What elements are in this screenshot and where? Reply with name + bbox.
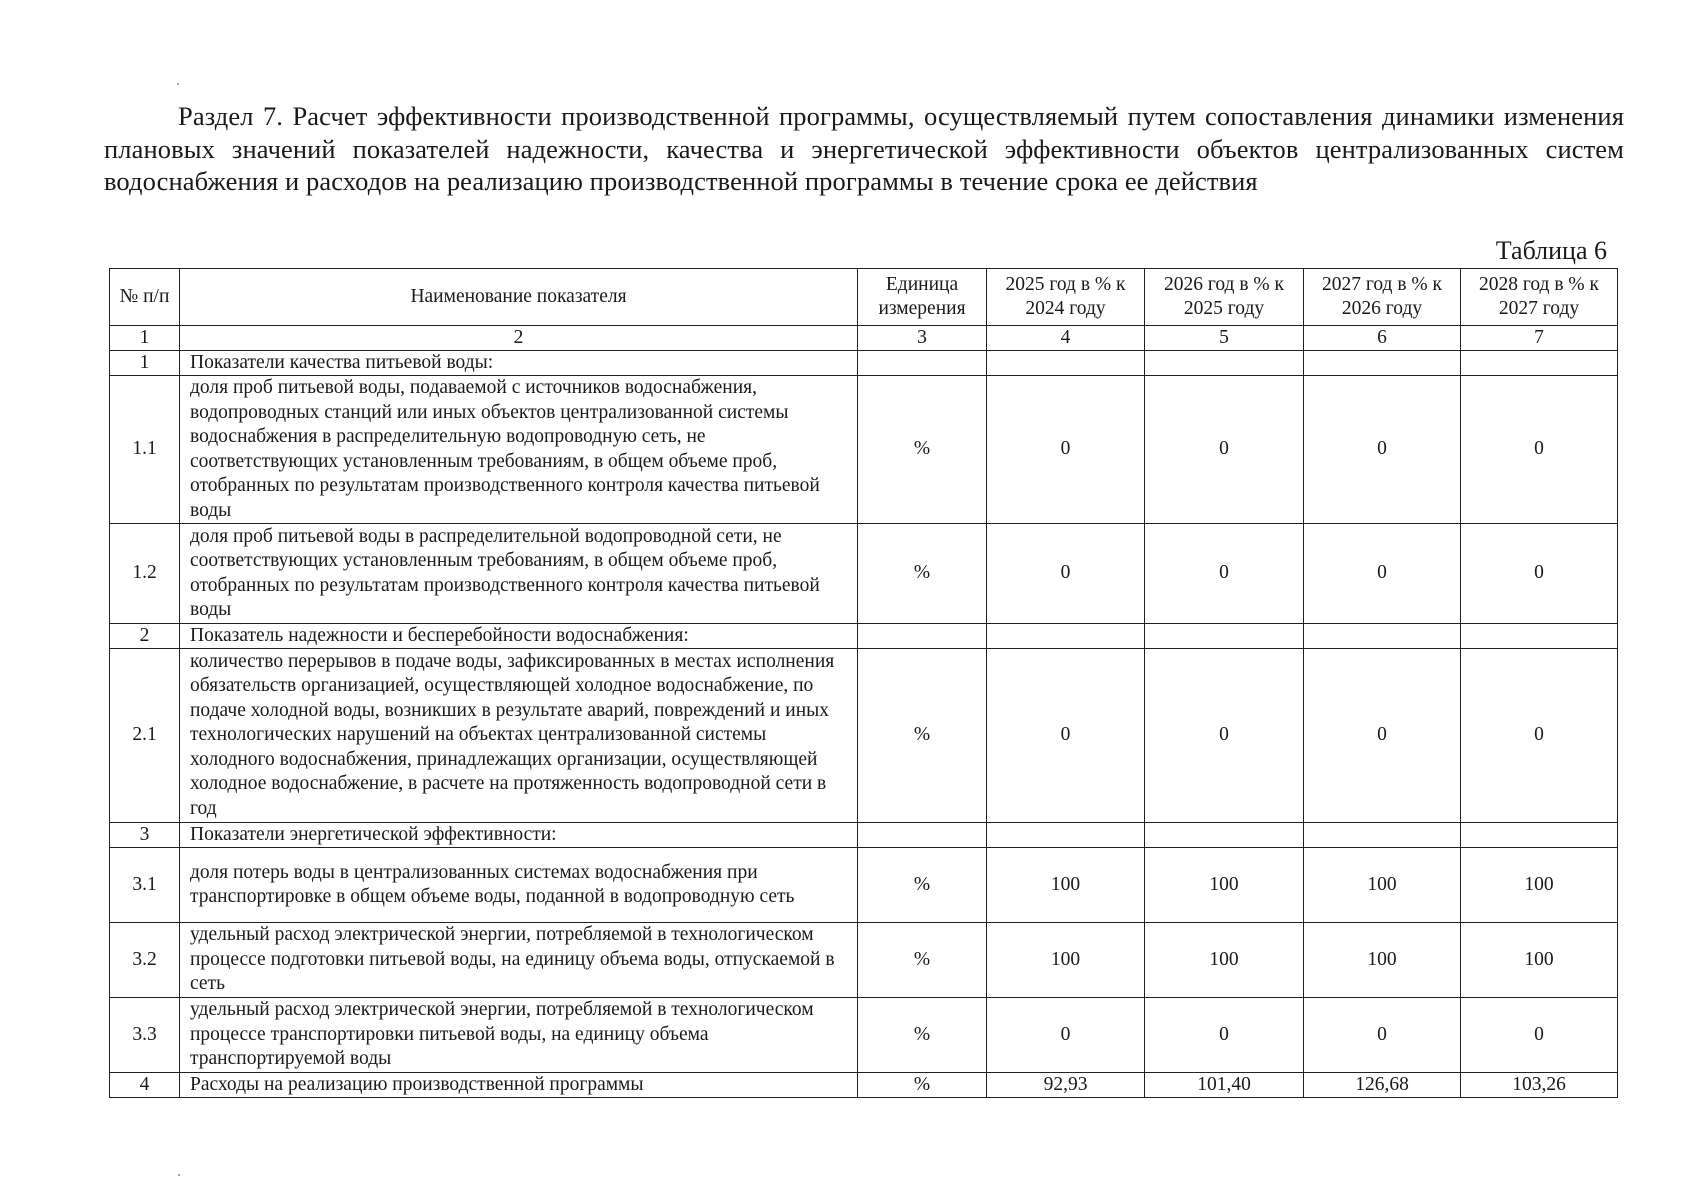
row-name: удельный расход электрической энергии, потребляемой в технологическом процессе транспортировки питьевой воды, на единицу объема транспортируемой воды bbox=[180, 998, 858, 1073]
row-unit bbox=[858, 351, 987, 376]
row-value-2028: 0 bbox=[1461, 376, 1618, 524]
row-value-2026 bbox=[1145, 624, 1304, 649]
table-row bbox=[110, 524, 1618, 624]
row-unit: % bbox=[858, 923, 987, 998]
header-num: № п/п bbox=[110, 269, 180, 326]
row-unit: % bbox=[858, 649, 987, 823]
column-number: 6 bbox=[1304, 326, 1461, 351]
row-value-2027 bbox=[1304, 823, 1461, 848]
row-value-2025: 0 bbox=[987, 376, 1145, 524]
row-num: 2 bbox=[110, 624, 180, 649]
table-row-section bbox=[110, 624, 1618, 649]
row-value-2027: 0 bbox=[1304, 649, 1461, 823]
row-name: Показатель надежности и бесперебойности водоснабжения: bbox=[180, 624, 858, 649]
row-value-2026: 0 bbox=[1145, 649, 1304, 823]
row-value-2026 bbox=[1145, 823, 1304, 848]
column-number: 7 bbox=[1461, 326, 1618, 351]
table-row bbox=[110, 923, 1618, 998]
row-unit: % bbox=[858, 1073, 987, 1098]
row-name: Показатели энергетической эффективности: bbox=[180, 823, 858, 848]
row-value-2026: 0 bbox=[1145, 998, 1304, 1073]
table-row-section bbox=[110, 823, 1618, 848]
row-num: 3.1 bbox=[110, 848, 180, 923]
row-value-2025: 0 bbox=[987, 649, 1145, 823]
row-unit: % bbox=[858, 998, 987, 1073]
table-row bbox=[110, 1073, 1618, 1098]
row-unit: % bbox=[858, 376, 987, 524]
header-name: Наименование показателя bbox=[180, 269, 858, 326]
row-num: 3.2 bbox=[110, 923, 180, 998]
row-value-2027: 100 bbox=[1304, 848, 1461, 923]
header-unit: Единица измерения bbox=[858, 269, 987, 326]
row-value-2028 bbox=[1461, 351, 1618, 376]
row-num: 4 bbox=[110, 1073, 180, 1098]
row-num: 1.1 bbox=[110, 376, 180, 524]
row-value-2025 bbox=[987, 624, 1145, 649]
table-row-section bbox=[110, 351, 1618, 376]
row-value-2027: 126,68 bbox=[1304, 1073, 1461, 1098]
row-value-2027 bbox=[1304, 624, 1461, 649]
row-name: доля потерь воды в централизованных системах водоснабжения при транспортировке в общем объеме воды, поданной в водопроводную сеть bbox=[180, 848, 858, 923]
row-value-2026: 100 bbox=[1145, 848, 1304, 923]
column-number: 5 bbox=[1145, 326, 1304, 351]
row-value-2028: 0 bbox=[1461, 649, 1618, 823]
column-number: 3 bbox=[858, 326, 987, 351]
table-label: Таблица 6 bbox=[1495, 236, 1607, 265]
header-2028: 2028 год в % к 2027 году bbox=[1461, 269, 1618, 326]
row-value-2027 bbox=[1304, 351, 1461, 376]
row-num: 1 bbox=[110, 351, 180, 376]
row-name: удельный расход электрической энергии, потребляемой в технологическом процессе подготовки питьевой воды, на единицу объема воды, отпускаемой в сеть bbox=[180, 923, 858, 998]
row-value-2028: 0 bbox=[1461, 998, 1618, 1073]
row-num: 2.1 bbox=[110, 649, 180, 823]
row-value-2027: 0 bbox=[1304, 376, 1461, 524]
indicators-table bbox=[109, 268, 1618, 1098]
header-2025: 2025 год в % к 2024 году bbox=[987, 269, 1145, 326]
row-name: Показатели качества питьевой воды: bbox=[180, 351, 858, 376]
row-unit: % bbox=[858, 848, 987, 923]
row-value-2026: 0 bbox=[1145, 524, 1304, 624]
row-value-2025 bbox=[987, 351, 1145, 376]
row-value-2025: 92,93 bbox=[987, 1073, 1145, 1098]
row-num: 1.2 bbox=[110, 524, 180, 624]
section-heading: Раздел 7. Расчет эффективности производственной программы, осуществляемый путем сопоставления динамики изменения плановых значений показателей надежности, качества и энергетической эффективности объектов централизованных систем водоснабжения и расходов на реализацию производственной программы в течение срока ее действия bbox=[104, 101, 1624, 196]
column-number-row bbox=[110, 326, 1618, 351]
row-value-2025: 0 bbox=[987, 524, 1145, 624]
row-name: доля проб питьевой воды, подаваемой с источников водоснабжения, водопроводных станций или иных объектов централизованной системы водоснабжения в распределительную водопроводную сеть, не соответствующих установленным требованиям, в общем объеме проб, отобранных по результатам производственного контроля качества питьевой воды bbox=[180, 376, 858, 524]
scan-speck bbox=[177, 83, 179, 85]
row-unit: % bbox=[858, 524, 987, 624]
row-value-2028: 0 bbox=[1461, 524, 1618, 624]
row-value-2026 bbox=[1145, 351, 1304, 376]
header-2027: 2027 год в % к 2026 году bbox=[1304, 269, 1461, 326]
row-name: количество перерывов в подаче воды, зафиксированных в местах исполнения обязательств организацией, осуществляющей холодное водоснабжение, по подаче холодной воды, возникших в результате аварий, повреждений и иных технологических нарушений на объектах централизованной системы холодного водоснабжения, принадлежащих организации, осуществляющей холодное водоснабжение, в расчете на протяженность водопроводной сети в год bbox=[180, 649, 858, 823]
row-unit bbox=[858, 823, 987, 848]
row-value-2025: 100 bbox=[987, 923, 1145, 998]
header-2026: 2026 год в % к 2025 году bbox=[1145, 269, 1304, 326]
column-number: 4 bbox=[987, 326, 1145, 351]
row-value-2028: 100 bbox=[1461, 923, 1618, 998]
row-value-2028 bbox=[1461, 624, 1618, 649]
row-num: 3 bbox=[110, 823, 180, 848]
row-num: 3.3 bbox=[110, 998, 180, 1073]
table-row bbox=[110, 376, 1618, 524]
row-value-2028: 103,26 bbox=[1461, 1073, 1618, 1098]
table-row bbox=[110, 998, 1618, 1073]
row-value-2027: 0 bbox=[1304, 524, 1461, 624]
row-value-2026: 100 bbox=[1145, 923, 1304, 998]
table-row bbox=[110, 649, 1618, 823]
row-value-2025 bbox=[987, 823, 1145, 848]
row-value-2025: 100 bbox=[987, 848, 1145, 923]
table-row bbox=[110, 848, 1618, 923]
row-unit bbox=[858, 624, 987, 649]
row-value-2026: 0 bbox=[1145, 376, 1304, 524]
column-number: 1 bbox=[110, 326, 180, 351]
row-value-2028: 100 bbox=[1461, 848, 1618, 923]
row-value-2028 bbox=[1461, 823, 1618, 848]
row-value-2027: 0 bbox=[1304, 998, 1461, 1073]
table-header-row bbox=[110, 269, 1618, 326]
row-name: доля проб питьевой воды в распределительной водопроводной сети, не соответствующих установленным требованиям, в общем объеме проб, отобранных по результатам производственного контроля качества питьевой воды bbox=[180, 524, 858, 624]
row-value-2025: 0 bbox=[987, 998, 1145, 1073]
row-value-2026: 101,40 bbox=[1145, 1073, 1304, 1098]
row-name: Расходы на реализацию производственной программы bbox=[180, 1073, 858, 1098]
scan-speck bbox=[178, 1174, 180, 1176]
row-value-2027: 100 bbox=[1304, 923, 1461, 998]
column-number: 2 bbox=[180, 326, 858, 351]
